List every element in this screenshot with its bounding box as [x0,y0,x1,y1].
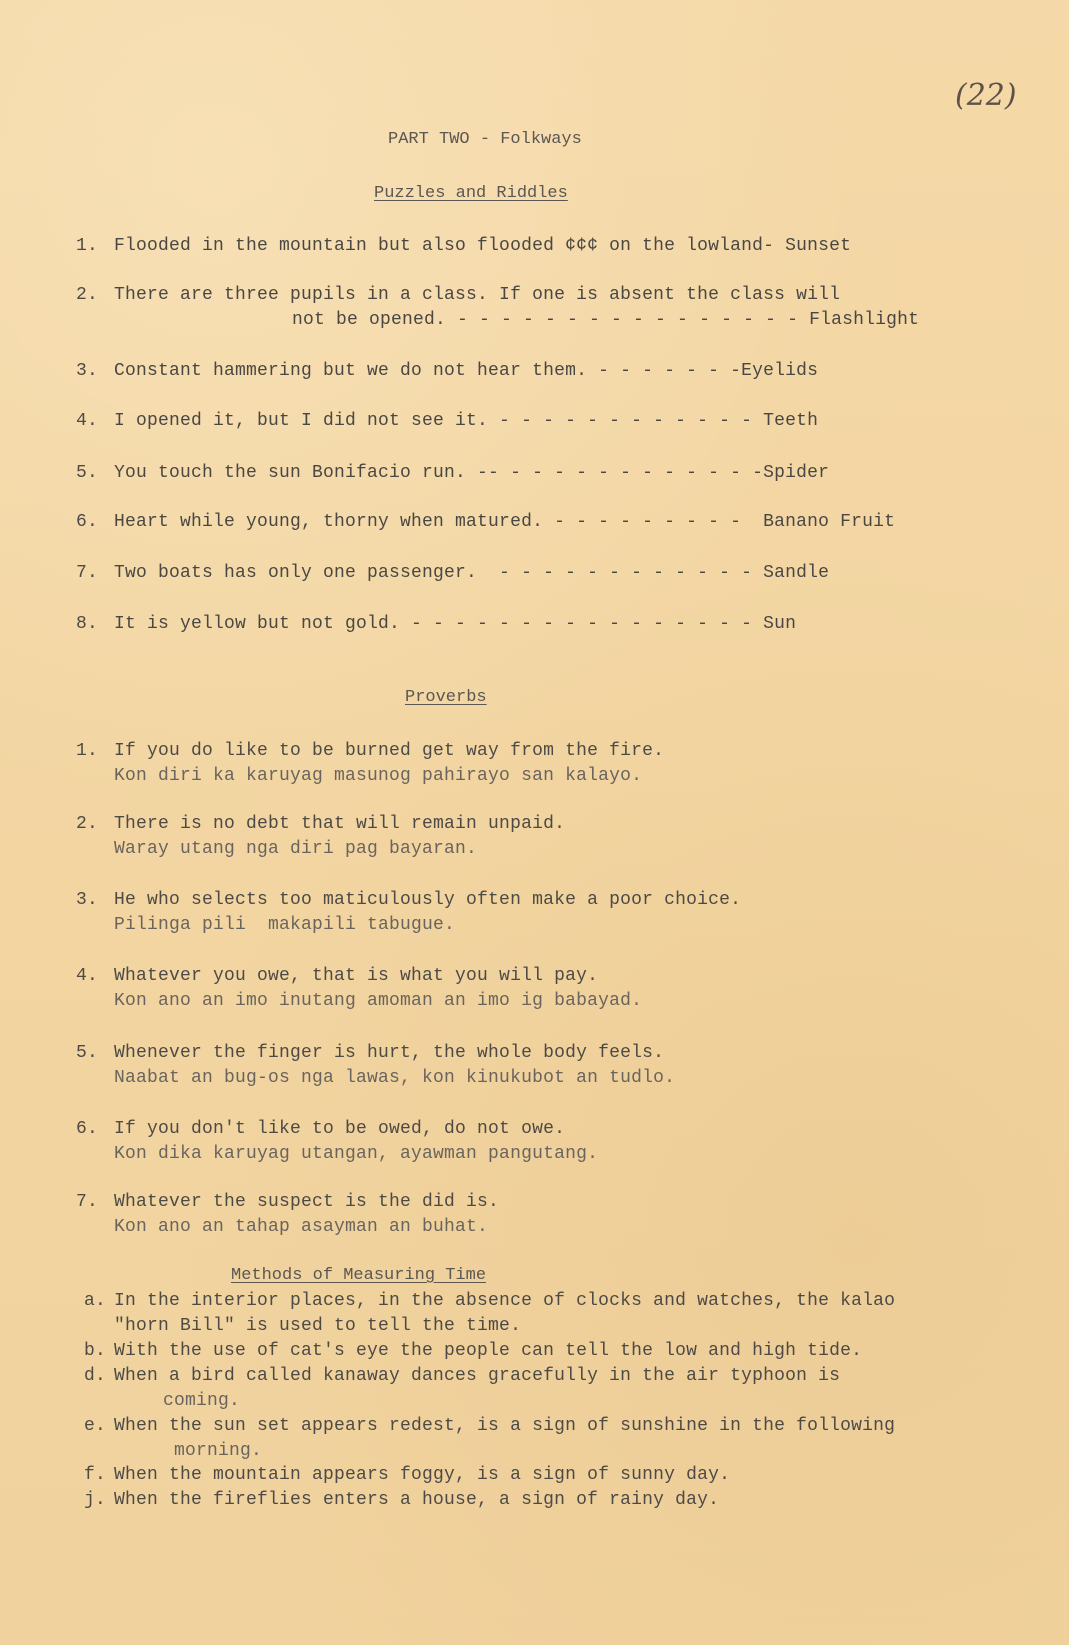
page-number: (22) [955,78,1017,113]
proverb-1-english: If you do like to be burned get way from the fire. [114,741,665,761]
riddle-6-text: Heart while young, thorny when matured. - - - - - - - - - Banano Fruit [114,512,896,532]
proverbs-heading: Proverbs [405,688,487,707]
riddle-1-number: 1. [76,236,99,256]
proverb-2-number: 2. [76,814,99,834]
proverb-6-number: 6. [76,1119,99,1139]
riddle-5-text: You touch the sun Bonifacio run. -- - - - - - - - - - - - -Spider [114,463,830,483]
riddle-4-text: I opened it, but I did not see it. - - - - - - - - - - - - Teeth [114,411,819,431]
proverb-3-english: He who selects too maticulously often make a poor choice. [114,890,742,910]
time-j-label: j. [84,1490,107,1510]
proverb-2-english: There is no debt that will remain unpaid. [114,814,566,834]
time-d-label: d. [84,1366,107,1386]
proverb-3-number: 3. [76,890,99,910]
proverb-6-english: If you don't like to be owed, do not owe. [114,1119,566,1139]
proverb-7-number: 7. [76,1192,99,1212]
proverb-3-local: Pilinga pili makapili tabugue. [114,915,456,935]
proverb-5-number: 5. [76,1043,99,1063]
proverb-1-number: 1. [76,741,99,761]
proverb-2-local: Waray utang nga diri pag bayaran. [114,839,478,859]
riddle-3-number: 3. [76,361,99,381]
proverb-4-english: Whatever you owe, that is what you will pay. [114,966,599,986]
time-b-label: b. [84,1341,107,1361]
time-e-line2: morning. [174,1441,263,1461]
riddle-2-line1: There are three pupils in a class. If one is absent the class will [114,285,841,305]
proverb-5-english: Whenever the finger is hurt, the whole body feels. [114,1043,665,1063]
time-f-label: f. [84,1465,107,1485]
proverb-4-local: Kon ano an imo inutang amoman an imo ig babayad. [114,991,643,1011]
riddle-1-text: Flooded in the mountain but also flooded ¢¢¢ on the lowland- Sunset [114,236,852,256]
riddle-8-number: 8. [76,614,99,634]
riddle-2-line2: not be opened. - - - - - - - - - - - - - - - - Flashlight [292,310,920,330]
proverb-5-local: Naabat an bug-os nga lawas, kon kinukubot an tudlo. [114,1068,676,1088]
time-b-line1: With the use of cat's eye the people can tell the low and high tide. [114,1341,863,1361]
time-f-line1: When the mountain appears foggy, is a sign of sunny day. [114,1465,731,1485]
proverb-7-english: Whatever the suspect is the did is. [114,1192,500,1212]
time-a-line2: "horn Bill" is used to tell the time. [114,1316,522,1336]
time-heading: Methods of Measuring Time [231,1266,487,1285]
riddle-8-text: It is yellow but not gold. - - - - - - - - - - - - - - - - Sun [114,614,797,634]
time-d-line1: When a bird called kanaway dances gracefully in the air typhoon is [114,1366,841,1386]
riddle-7-text: Two boats has only one passenger. - - - - - - - - - - - - Sandle [114,563,830,583]
time-a-line1: In the interior places, in the absence of clocks and watches, the kalao [114,1291,896,1311]
riddle-7-number: 7. [76,563,99,583]
proverb-7-local: Kon ano an tahap asayman an buhat. [114,1217,489,1237]
riddle-6-number: 6. [76,512,99,532]
page-title: PART TWO - Folkways [388,130,582,149]
riddle-5-number: 5. [76,463,99,483]
time-e-label: e. [84,1416,107,1436]
time-a-label: a. [84,1291,107,1311]
proverb-4-number: 4. [76,966,99,986]
proverb-6-local: Kon dika karuyag utangan, ayawman pangutang. [114,1144,599,1164]
riddle-2-number: 2. [76,285,99,305]
riddle-4-number: 4. [76,411,99,431]
time-d-line2: coming. [163,1391,241,1411]
proverb-1-local: Kon diri ka karuyag masunog pahirayo san kalayo. [114,766,643,786]
time-j-line1: When the fireflies enters a house, a sign of rainy day. [114,1490,720,1510]
riddle-3-text: Constant hammering but we do not hear them. - - - - - - -Eyelids [114,361,819,381]
puzzles-heading: Puzzles and Riddles [374,184,568,203]
time-e-line1: When the sun set appears redest, is a sign of sunshine in the following [114,1416,896,1436]
